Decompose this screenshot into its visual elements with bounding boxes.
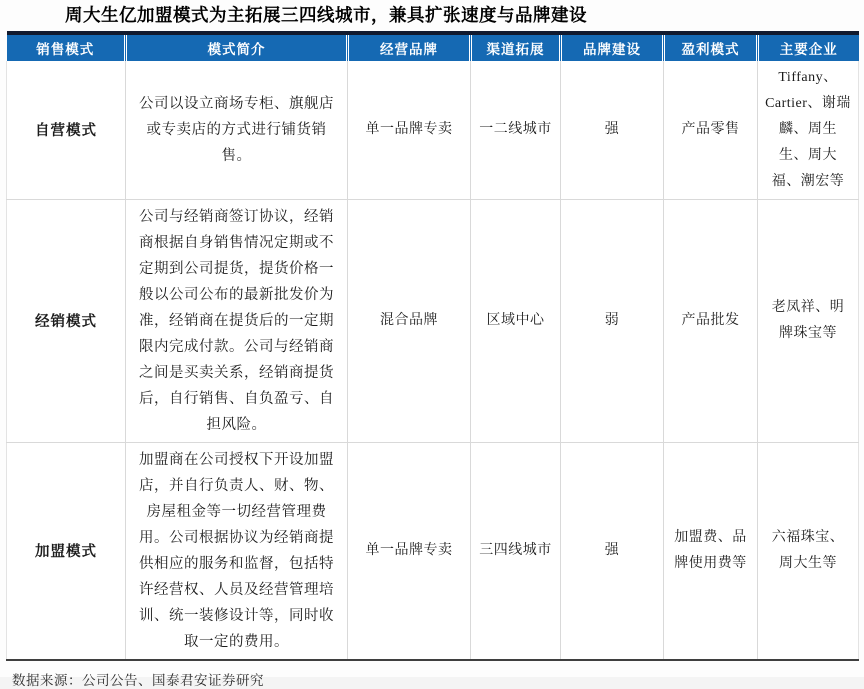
cell-brand-building: 强 [561,61,664,200]
sales-model-table [6,31,859,661]
cell-companies: 六福珠宝、周大生等 [758,442,859,660]
cell-model: 自营模式 [7,61,126,200]
cell-companies: Tiffany、Cartier、谢瑞麟、周生生、周大福、潮宏等 [758,61,859,200]
column-header-description: 模式简介 [126,33,348,61]
column-header-profit-model: 盈利模式 [664,33,758,61]
column-header-brand: 经营品牌 [348,33,471,61]
cell-model: 经销模式 [7,199,126,442]
cell-companies: 老凤祥、明牌珠宝等 [758,199,859,442]
column-header-companies: 主要企业 [758,33,859,61]
cell-brand-building: 强 [561,442,664,660]
cell-brand: 单一品牌专卖 [348,61,471,200]
column-header-model: 销售模式 [7,33,126,61]
cell-description: 公司以设立商场专柜、旗舰店或专卖店的方式进行铺货销售。 [126,61,348,200]
table-header-row [7,33,859,61]
column-header-brand-building: 品牌建设 [561,33,664,61]
table-row-distribution [7,199,859,442]
cell-channel: 三四线城市 [471,442,561,660]
cell-model: 加盟模式 [7,442,126,660]
table-row-franchise [7,442,859,660]
cell-profit-model: 产品零售 [664,61,758,200]
cell-description: 加盟商在公司授权下开设加盟店，并自行负责人、财、物、房屋租金等一切经营管理费用。公司根据协议为经销商提供相应的服务和监督，包括特许经营权、人员及经营管理培训、统一装修设计等，同时收取一定的费用。 [126,442,348,660]
cell-profit-model: 产品批发 [664,199,758,442]
cell-brand: 混合品牌 [348,199,471,442]
cell-channel: 一二线城市 [471,61,561,200]
figure-title: 周大生亿加盟模式为主拓展三四线城市，兼具扩张速度与品牌建设 [65,5,587,25]
cell-description: 公司与经销商签订协议，经销商根据自身销售情况定期或不定期到公司提货，提货价格一般以公司公布的最新批发价为准，经销商在提货后的一定期限内完成付款。公司与经销商之间是买卖关系，经销商提货后，自行销售、自负盈亏、自担风险。 [126,199,348,442]
data-source-note: 数据来源：公司公告、国泰君安证券研究 [12,672,264,688]
cell-brand-building: 弱 [561,199,664,442]
table-row-self-operated [7,61,859,200]
cell-brand: 单一品牌专卖 [348,442,471,660]
cell-profit-model: 加盟费、品牌使用费等 [664,442,758,660]
column-header-channel: 渠道拓展 [471,33,561,61]
cell-channel: 区域中心 [471,199,561,442]
